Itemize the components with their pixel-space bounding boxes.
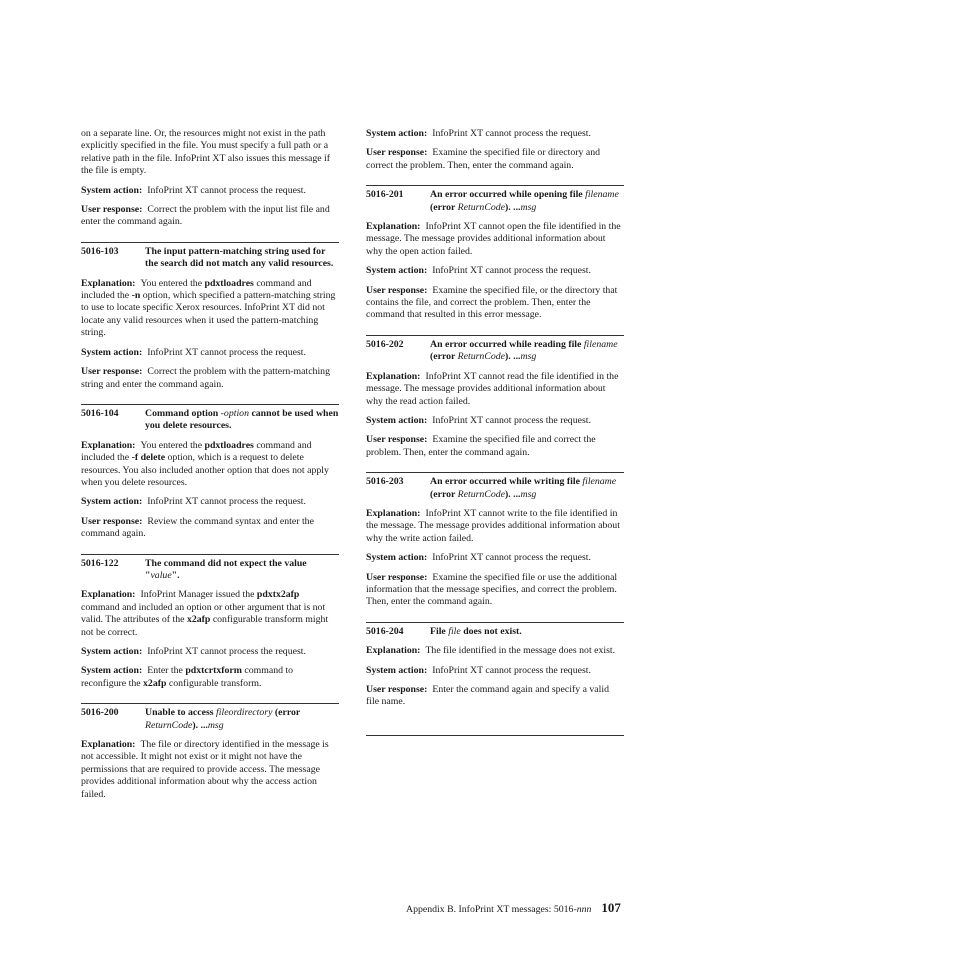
user-response: User response: Enter the command again and specify a valid file name. <box>366 684 609 708</box>
system-action: System action: InfoPrint XT cannot process the request. <box>366 265 591 277</box>
message-header-5016-122: 5016-122 The command did not expect the value "value". <box>81 554 339 583</box>
end-rule <box>366 735 624 736</box>
message-header-5016-203: 5016-203 An error occurred while writing file filename (error ReturnCode). ...msg <box>366 472 624 501</box>
user-response: User response: Examine the specified file, or the directory that contains the file, and correct the problem. Then, enter the command that resulted in this error message. <box>366 284 618 321</box>
footer-var: nnn <box>576 904 592 915</box>
system-action: System action: InfoPrint XT cannot process the request. <box>366 664 591 676</box>
system-action: System action: InfoPrint XT cannot process the request. <box>366 552 591 564</box>
explanation: Explanation: InfoPrint XT cannot read the file identified in the message. The message provides additional information about why the read action failed. <box>366 370 619 407</box>
user-response: User response: Examine the specified file or use the additional information that the message specifies, and correct the problem. Then, enter the command again. <box>366 571 618 608</box>
message-header-5016-200: 5016-200 Unable to access fileordirectory (error ReturnCode). ...msg <box>81 703 339 732</box>
system-action: System action: InfoPrint XT cannot process the request. <box>81 184 306 196</box>
message-header-5016-103: 5016-103 The input pattern-matching string used for the search did not match any valid resources. <box>81 242 339 271</box>
system-action: System action: InfoPrint XT cannot process the request. <box>366 128 591 139</box>
system-action: System action: InfoPrint XT cannot process the request. <box>81 496 306 508</box>
system-action: System action: InfoPrint XT cannot process the request. <box>81 346 306 358</box>
explanation: Explanation: InfoPrint XT cannot write to the file identified in the message. The message provides additional information about why the write action failed. <box>366 507 620 544</box>
explanation: Explanation: InfoPrint Manager issued the pdxtx2afp command and included an option or other argument that is not valid. The attributes of the x2afp configurable transform might not be correct. <box>81 589 329 638</box>
user-response: User response: Examine the specified file or directory and correct the problem. Then, enter the command again. <box>366 147 600 171</box>
system-action: System action: InfoPrint XT cannot process the request. <box>366 414 591 426</box>
message-header-5016-204: 5016-204 File file does not exist. <box>366 622 624 638</box>
message-header-5016-201: 5016-201 An error occurred while opening file filename (error ReturnCode). ...msg <box>366 185 624 214</box>
left-column <box>81 128 339 808</box>
system-action-2: System action: Enter the pdxtcrtxform command to reconfigure the x2afp configurable transform. <box>81 665 294 689</box>
footer-text: Appendix B. InfoPrint XT messages: 5016- <box>406 904 577 915</box>
explanation: Explanation: You entered the pdxtloadres command and included the -f delete option, which is a request to delete resources. You also included another option that does not apply when you delete resources. <box>81 439 329 488</box>
page-number: 107 <box>601 900 621 915</box>
right-column <box>366 128 624 736</box>
explanation: Explanation: The file identified in the message does not exist. <box>366 645 616 657</box>
explanation: Explanation: InfoPrint XT cannot open the file identified in the message. The message provides additional information about why the open action failed. <box>366 221 621 257</box>
message-header-5016-202: 5016-202 An error occurred while reading file filename (error ReturnCode). ...msg <box>366 335 624 364</box>
user-response: User response: Review the command syntax and enter the command again. <box>81 515 314 540</box>
message-header-5016-104: 5016-104 Command option -option cannot be used when you delete resources. <box>81 404 339 433</box>
page-footer <box>406 900 621 916</box>
user-response: User response: Correct the problem with the input list file and enter the command again. <box>81 204 330 228</box>
user-response: User response: Correct the problem with the pattern-matching string and enter the command again. <box>81 366 330 390</box>
explanation: Explanation: The file or directory identified in the message is not accessible. It might not exist or it might not have the permissions that are required to provide access. The message provides additional information about why the access action failed. <box>81 739 329 800</box>
system-action: System action: InfoPrint XT cannot process the request. <box>81 646 306 657</box>
user-response: User response: Examine the specified file and correct the problem. Then, enter the command again. <box>366 434 596 458</box>
intro-text: on a separate line. Or, the resources might not exist in the path explicitly specified in the file. You must specify a full path or a relative path in the file. InfoPrint XT also issues this message if the file is empty. <box>81 128 331 177</box>
explanation: Explanation: You entered the pdxtloadres command and included the -n option, which specified a pattern-matching string to use to locate specific Xerox resources. InfoPrint XT did not locate any valid resources when it used the pattern-matching string. <box>81 277 336 339</box>
